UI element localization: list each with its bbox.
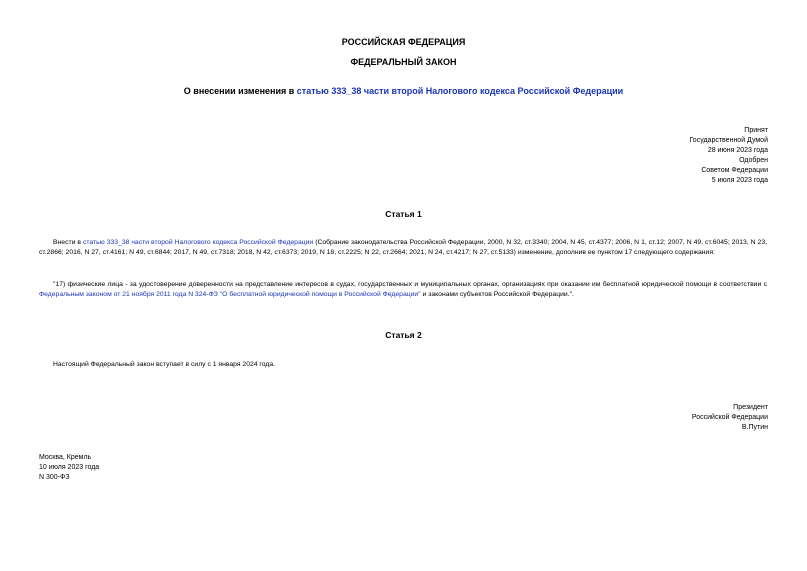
adoption-line: Принят: [744, 127, 768, 134]
law-title: [0, 86, 807, 96]
article-2-title: Статья 2: [385, 330, 422, 340]
adoption-line: Советом Федерации: [701, 167, 768, 174]
article-1-title: Статья 1: [385, 209, 422, 219]
adoption-line: Одобрен: [739, 157, 768, 164]
adoption-block: [689, 126, 768, 186]
federation-heading: РОССИЙСКАЯ ФЕДЕРАЦИЯ: [341, 37, 466, 47]
adoption-line: 28 июня 2023 года: [707, 147, 768, 154]
article-1-paragraph-2: [39, 280, 767, 300]
place-date-block: [39, 453, 99, 483]
signature-line: Президент: [733, 404, 768, 411]
signature-line: Российской Федерации: [691, 414, 768, 421]
law-title-prefix: О внесении изменения в: [183, 86, 297, 96]
paragraph-text: (Собрание законодательства Российской Федерации, 2000, N 32, ст.3340; 2004, N 45, ст.4377; 2006, N 1, ст.12; 2007, N 49, ст.6045; 2013, N 23, ст.2866; 2016, N 27, ст.4161; N 49, ст.6844; 2017, N 49, ст.7318; 2018, N 42, ст.6373; 2019, N 18, ст.2225; N 22, ст.2664; 2021, N 24, ст.4217; N 27, ст.5133) изменение, дополнив ее пунктом 17 следующего содержания:: [39, 239, 767, 256]
law-title-link[interactable]: статью 333_38 части второй Налогового кодекса Российской Федерации: [296, 86, 624, 96]
paragraph-text: Внести в: [53, 239, 83, 246]
adoption-line: Государственной Думой: [689, 137, 768, 144]
tax-code-article-link[interactable]: статью 333_38 части второй Налогового кодекса Российской Федерации: [82, 239, 314, 246]
place-line: Москва, Кремль: [39, 454, 92, 461]
article-2-paragraph: Настоящий Федеральный закон вступает в силу с 1 января 2024 года.: [53, 361, 276, 368]
signature-line: В.Путин: [741, 424, 768, 431]
date-line: 10 июля 2023 года: [39, 464, 100, 471]
signature-block: [692, 403, 768, 433]
adoption-line: 5 июля 2023 года: [711, 177, 768, 184]
law-number: N 300-ФЗ: [39, 474, 70, 481]
federal-law-link[interactable]: Федеральным законом от 21 ноября 2011 года N 324-ФЗ "О бесплатной юридической помощи в Российской Федерации": [39, 291, 421, 298]
paragraph-text: "17) физические лица - за удостоверение доверенности на представление интересов в судах, государственных и муниципальных органах, организациях при оказании им бесплатной юридической помощи в соответствии с: [53, 281, 767, 288]
law-type-heading: ФЕДЕРАЛЬНЫЙ ЗАКОН: [350, 57, 457, 67]
paragraph-text: и законами субъектов Российской Федерации.".: [420, 291, 574, 298]
article-1-paragraph-1: [39, 238, 767, 258]
